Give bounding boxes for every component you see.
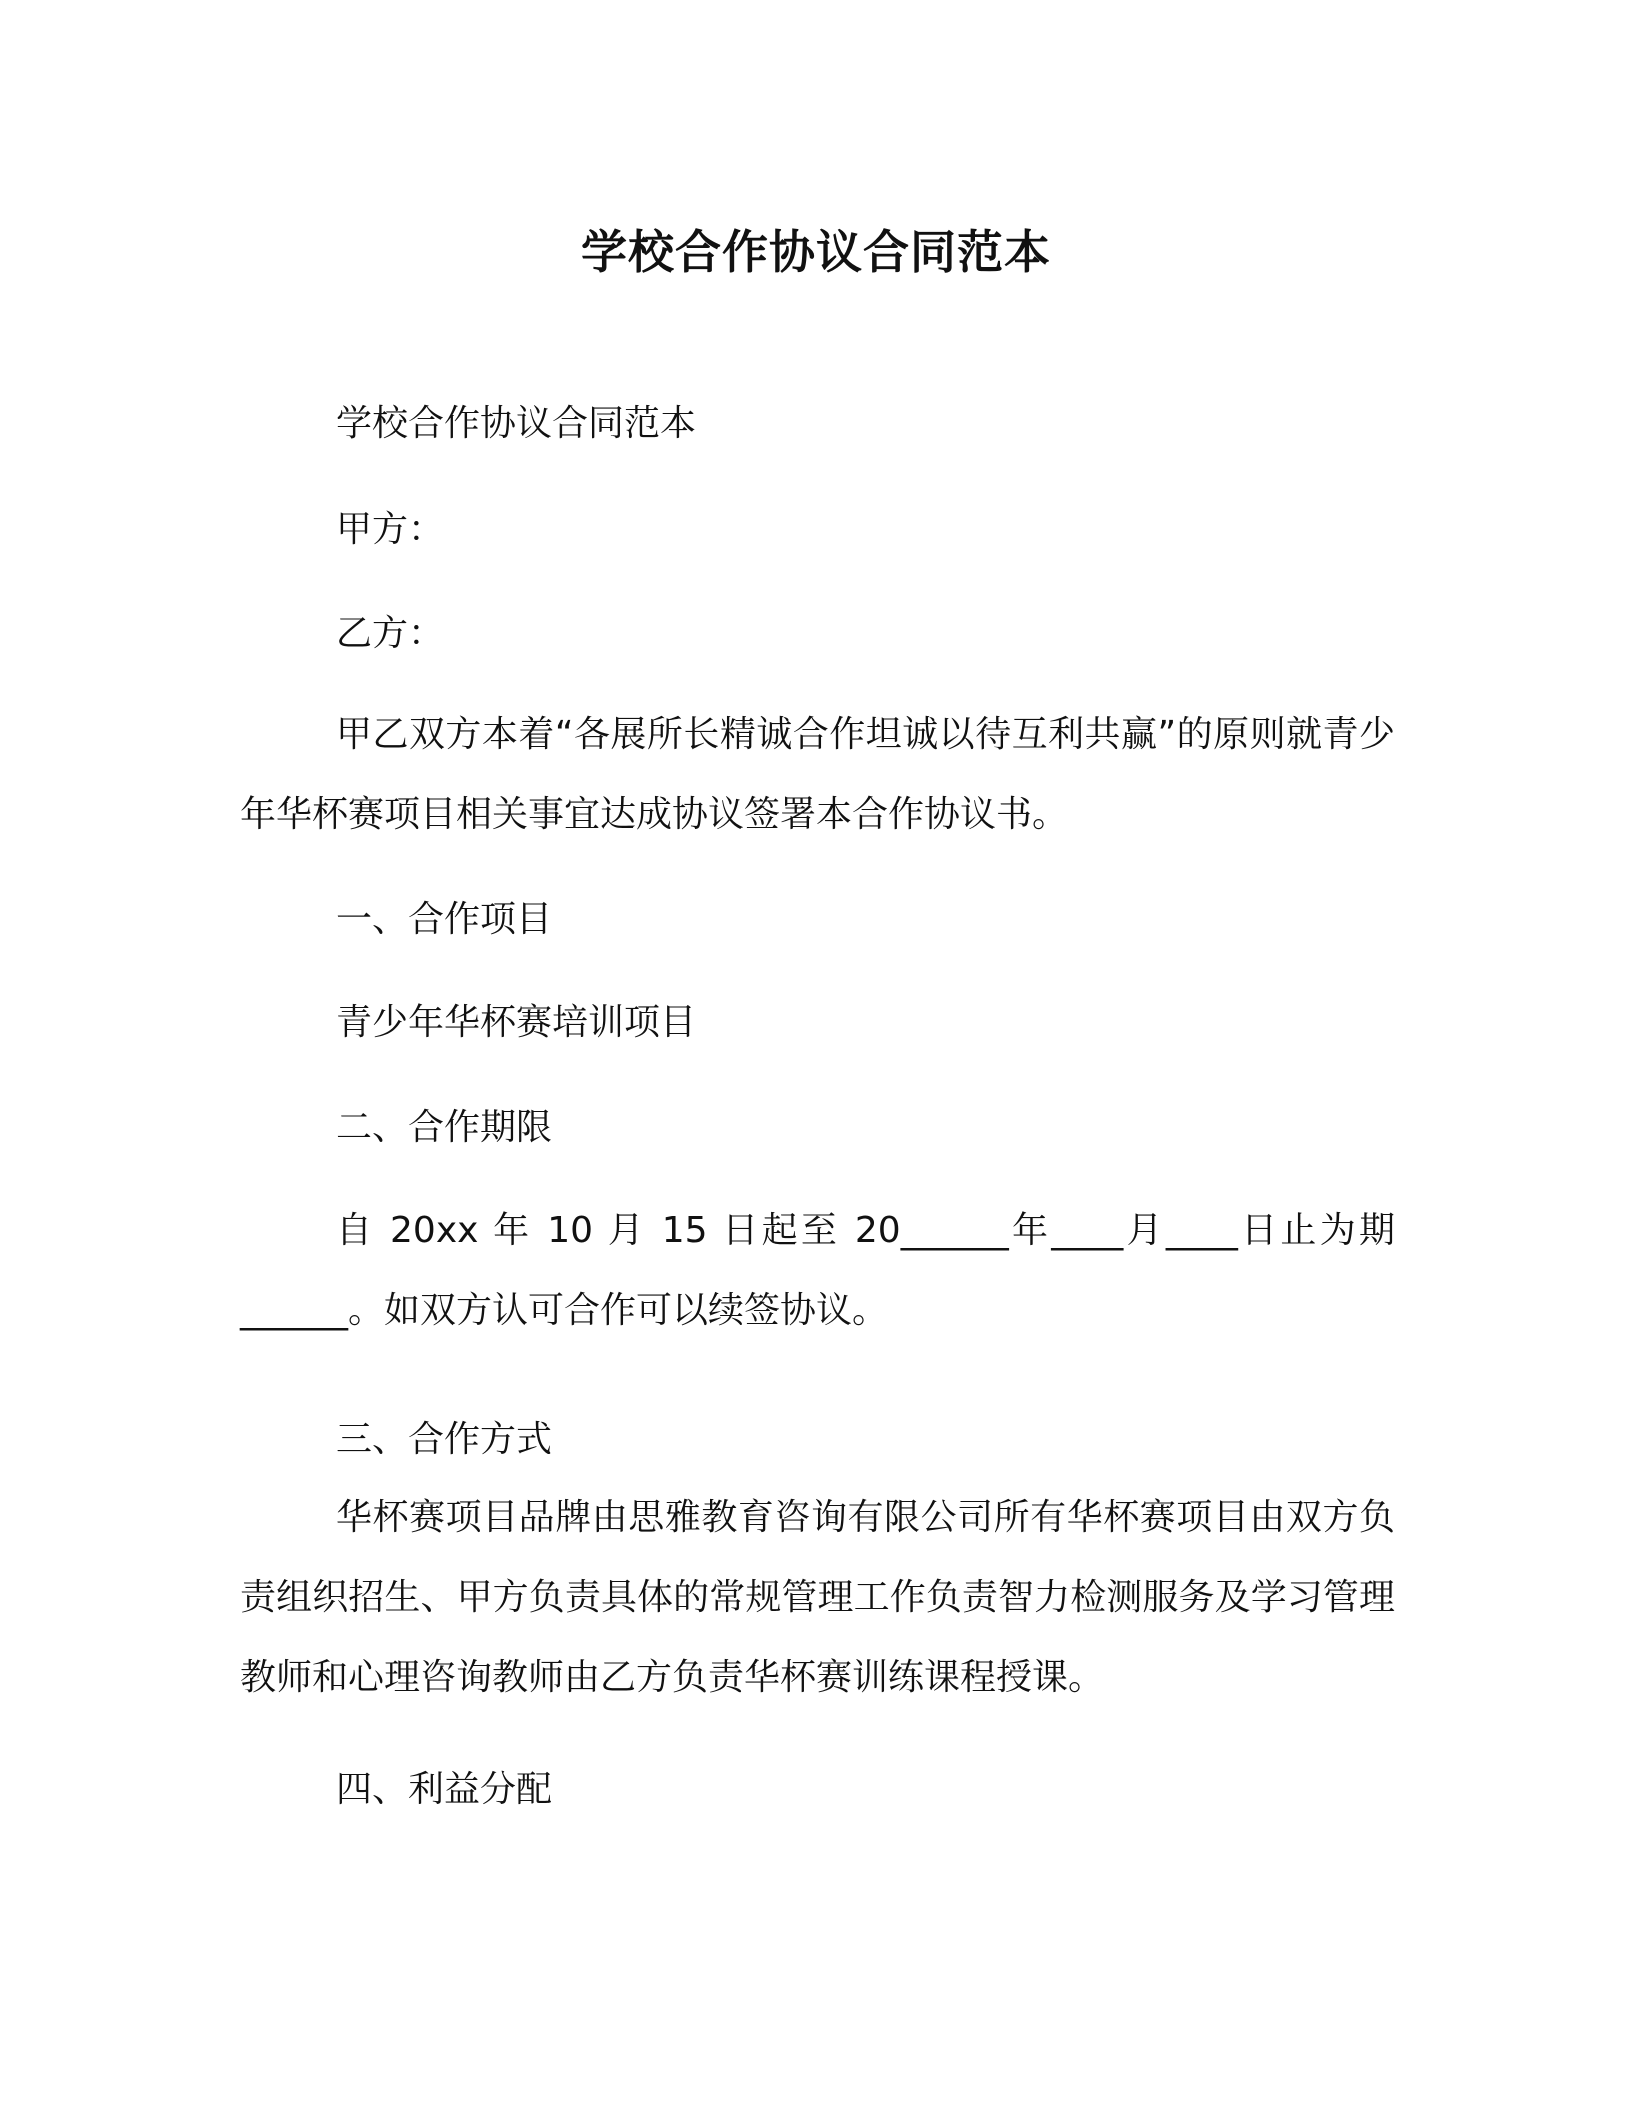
section-1-content: 青少年华杯赛培训项目 [336,1002,697,1043]
preamble-paragraph: 甲乙双方本着“各展所长精诚合作坦诚以待互利共赢”的原则就青少年华杯赛项目相关事宜达成协议签署本合作协议书。 [240,714,1395,835]
section-3-content: 华杯赛项目品牌由思雅教育咨询有限公司所有华杯赛项目由双方负责组织招生、甲方负责具体的常规管理工作负责智力检测服务及学习管理教师和心理咨询教师由乙方负责华杯赛训练课程授课。 [240,1497,1395,1698]
section-heading-4: 四、利益分配 [336,1769,553,1810]
section-heading-1: 一、合作项目 [336,899,553,940]
subtitle-paragraph: 学校合作协议合同范本 [336,403,697,444]
party-a-line: 甲方： [336,509,445,550]
section-2-content: 自 20xx 年 10 月 15 日起至 20______年____月____日止为期______。如双方认可合作可以续签协议。 [240,1210,1395,1331]
section-heading-3: 三、合作方式 [336,1419,553,1460]
party-b-line: 乙方： [336,613,445,654]
document-title: 学校合作协议合同范本 [581,225,1051,279]
section-heading-2: 二、合作期限 [336,1107,553,1148]
